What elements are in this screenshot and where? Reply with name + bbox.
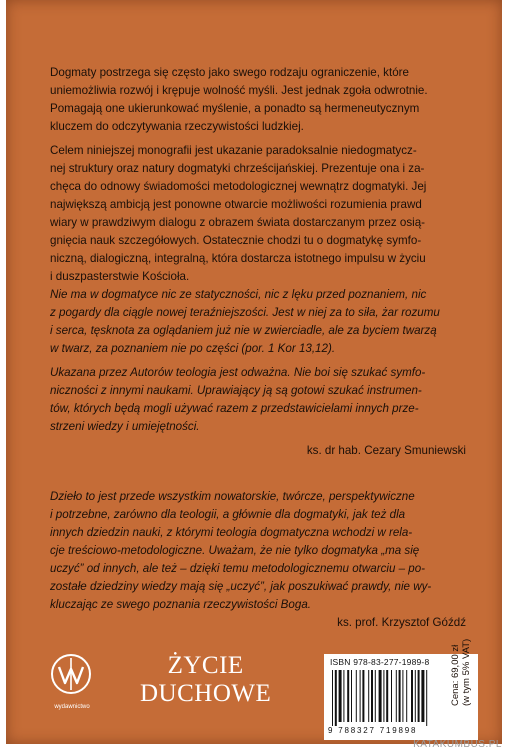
review1-signature: ks. dr hab. Cezary Smuniewski	[306, 444, 466, 457]
review1-line: tów, których będą mogli używać razem z przedstawicielami innych prze-	[50, 402, 419, 415]
barcode-bar	[368, 670, 369, 722]
review2-signature: ks. prof. Krzysztof Góźdź	[337, 616, 466, 629]
barcode-bar	[335, 670, 337, 726]
brand-line-2: DUCHOWE	[140, 680, 272, 707]
barcode-bar	[383, 670, 384, 722]
watermark: KATAKUMBUS.PL	[413, 739, 502, 750]
price-line-1: Cena: 69,00 zł	[450, 644, 461, 706]
isbn-text: ISBN 978-83-277-1989-8	[330, 657, 430, 667]
barcode-bar	[391, 670, 392, 722]
review2-line: cje treściowo-metodologiczne. Uważam, że nie tylko dogmatyka „ma się	[50, 544, 420, 557]
goal-line: chęca do odnowy świadomości metodologicznej wewnątrz dogmatyki. Jej	[50, 180, 427, 193]
brand-line-1: ŻYCIE	[167, 652, 244, 679]
barcode-bar	[351, 670, 352, 722]
review1-paragraph	[50, 364, 460, 436]
goal-line: gnięcia nauk szczegółowych. Ostatecznie chodzi tu o dogmatykę symfo-	[50, 234, 422, 247]
barcode-bar	[421, 670, 424, 722]
back-cover	[6, 0, 502, 744]
review1-line: Ukazana przez Autorów teologia jest odważna. Nie boi się szukać symfo-	[50, 366, 426, 379]
barcode-bar	[360, 670, 361, 722]
price-label	[450, 639, 472, 706]
barcode-bar	[402, 670, 403, 722]
review2-line: zostałe dziedziny wiedzy mają się „uczyć”, jak poszukiwać prawdy, nie wy-	[50, 580, 432, 593]
goal-line: wiary w prawdziwym dialogu z obrazem świata dostarczanym przez osią-	[50, 216, 425, 229]
review2-line: uczyć” od innych, ale też – dzięki temu metodologicznemu otwarciu – po-	[50, 562, 426, 575]
intro-paragraph	[50, 64, 460, 136]
intro-line: kluczem do odczytywania rzeczywistości ludzkiej.	[50, 120, 304, 133]
barcode-bar	[332, 670, 333, 726]
barcode-bar	[339, 670, 342, 722]
review2-line: i potrzebne, zarówno dla teologii, a głównie dla dogmatyki, jak też dla	[50, 508, 406, 521]
ean-digits: 9 788327 719898	[328, 726, 418, 735]
intro-line: Pomagają one ukierunkować myślenie, a ponadto są hermeneutycznym	[50, 102, 420, 115]
review2-line: Dzieło to jest przede wszystkim nowatorskie, twórcze, perspektywiczne	[50, 490, 415, 503]
intro-line: Dogmaty postrzega się często jako swego rodzaju ograniczenie, które	[50, 66, 409, 79]
barcode-bar	[415, 670, 416, 722]
goal-line: i duszpasterstwie Kościoła.	[50, 270, 190, 283]
review2-paragraph	[50, 488, 460, 614]
barcode-bar	[356, 670, 357, 722]
review1-line: niczności z innymi naukami. Uprawiający ją są gotowi szukać instrumen-	[50, 384, 422, 397]
review1-line: strzeni wiedzy i umiejętności.	[50, 420, 200, 433]
quote-paragraph	[50, 286, 460, 358]
barcode-bar	[347, 670, 349, 722]
publisher-brand	[140, 652, 271, 708]
goal-line: niczną, dialogiczną, integralną, która dostarcza istotnego impulsu w życiu	[50, 252, 426, 265]
quote-line: i serca, tęsknota za oglądaniem już nie w zwierciadle, ale za byciem twarzą	[50, 324, 437, 337]
goal-line: największą ambicją jest ponowne otwarcie możliwości rozumienia prawd	[50, 198, 422, 211]
publisher-logo-icon	[50, 652, 92, 706]
quote-line: w twarz, za poznaniem nie po części (por. 1 Kor 13,12).	[50, 342, 336, 355]
barcode-bar	[343, 670, 344, 722]
barcode-bar	[426, 670, 427, 726]
intro-line: uniemożliwia rozwój i krępuje wolność myśli. Jest jednak zgoła odwrotnie.	[50, 84, 428, 97]
barcode-bar	[406, 670, 407, 722]
price-line-2: (w tym 5% VAT)	[461, 638, 472, 706]
barcode-bar	[418, 670, 420, 722]
barcode-bar	[396, 670, 397, 722]
barcode-bar	[371, 670, 373, 722]
barcode-bar	[411, 670, 413, 722]
barcode-bar	[399, 670, 401, 722]
barcode-bar	[379, 670, 382, 722]
barcode-bar	[375, 670, 376, 722]
review2-line: kluczając ze swego poznania rzeczywistości Boga.	[50, 598, 311, 611]
quote-line: z pogardy dla ciągle nowej teraźniejszości. Jest w niej za to siła, żar rozumu	[50, 306, 440, 319]
goal-paragraph	[50, 142, 460, 286]
review2-line: innych dziedzin nauki, z którymi teologia dogmatyczna wchodzi w rela-	[50, 526, 413, 539]
publisher-logo-label: wydawnictwo	[54, 704, 90, 710]
goal-line: nej struktury oraz natury dogmatyki chrześcijańskiej. Prezentuje ona i za-	[50, 162, 425, 175]
quote-line: Nie ma w dogmatyce nic ze statyczności, nic z lęku przed poznaniem, nic	[50, 288, 427, 301]
goal-line: Celem niniejszej monografii jest ukazanie paradoksalnie niedogmatycz-	[50, 144, 417, 157]
barcode-bar	[362, 670, 364, 722]
barcode-bar	[386, 670, 388, 722]
